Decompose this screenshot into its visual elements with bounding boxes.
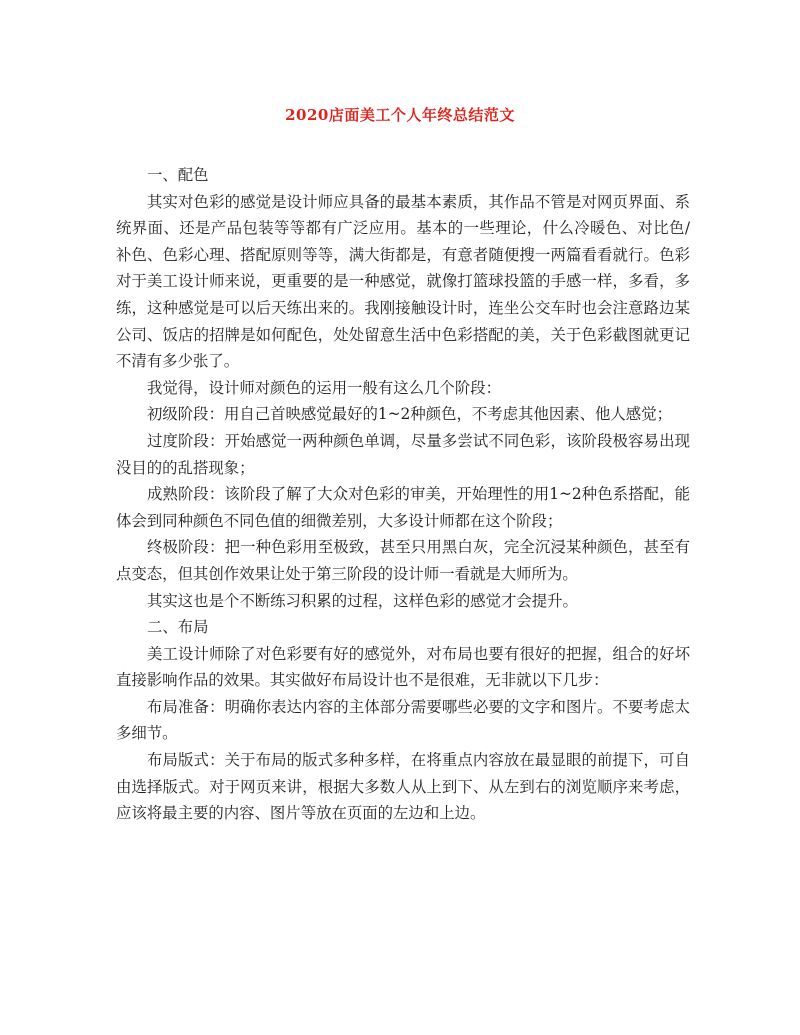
paragraph-color-stages: 我觉得，设计师对颜色的运用一般有这么几个阶段： xyxy=(147,378,501,397)
section-heading-layout: 二、布局 xyxy=(147,618,209,637)
section-heading-color: 一、配色 xyxy=(147,166,209,184)
paragraph-color-intro: 其实对色彩的感觉是设计师应具备的最基本素质，其作品不管是对网页界面、系统界面、还是产品包装等等都有广泛应用。基本的一些理论，什么冷暖色、对比色/补色、色彩心理、搭配原则等等，满大街都是，有意者随便搜一两篇看看就行。色彩对于美工设计师来说，更重要的是一种感觉，就像打篮球投篮的手感一样，多看，多练，这种感觉是可以后天练出来的。我刚接触设计时，连坐公交车时也会注意路边某公司、饭店的招牌是如何配色，处处留意生活中色彩搭配的美，关于色彩截图就更记不清有多少张了。 xyxy=(116,192,690,371)
paragraph-stage-ultimate: 终极阶段：把一种色彩用至极致，甚至只用黑白灰，完全沉浸某种颜色，甚至有点变态，但其创作效果让处于第三阶段的设计师一看就是大师所为。 xyxy=(116,538,690,583)
document-title: 2020店面美工个人年终总结范文 xyxy=(285,106,515,124)
paragraph-stage-beginner: 初级阶段：用自己首映感觉最好的1~2种颜色，不考虑其他因素、他人感觉； xyxy=(147,405,672,424)
paragraph-layout-format: 布局版式：关于布局的版式多种多样，在将重点内容放在最显眼的前提下，可自由选择版式。对于网页来讲，根据大多数人从上到下、从左到右的浏览顺序来考虑，应该将最主要的内容、图片等放在页面的左边和上边。 xyxy=(116,751,690,823)
document-body xyxy=(116,162,690,827)
paragraph-stage-mature: 成熟阶段：该阶段了解了大众对色彩的审美，开始理性的用1~2种色系搭配，能体会到同种颜色不同色值的细微差别，大多设计师都在这个阶段； xyxy=(116,485,690,530)
paragraph-layout-preparation: 布局准备：明确你表达内容的主体部分需要哪些必要的文字和图片。不要考虑太多细节。 xyxy=(116,697,690,743)
paragraph-layout-intro: 美工设计师除了对色彩要有好的感觉外，对布局也要有很好的把握，组合的好坏直接影响作品的效果。其实做好布局设计也不是很难，无非就以下几步： xyxy=(116,644,690,690)
paragraph-stage-transition: 过度阶段：开始感觉一两种颜色单调，尽量多尝试不同色彩，该阶段极容易出现没目的的乱搭现象； xyxy=(116,431,690,477)
paragraph-color-summary: 其实这也是个不断练习积累的过程，这样色彩的感觉才会提升。 xyxy=(147,591,578,610)
